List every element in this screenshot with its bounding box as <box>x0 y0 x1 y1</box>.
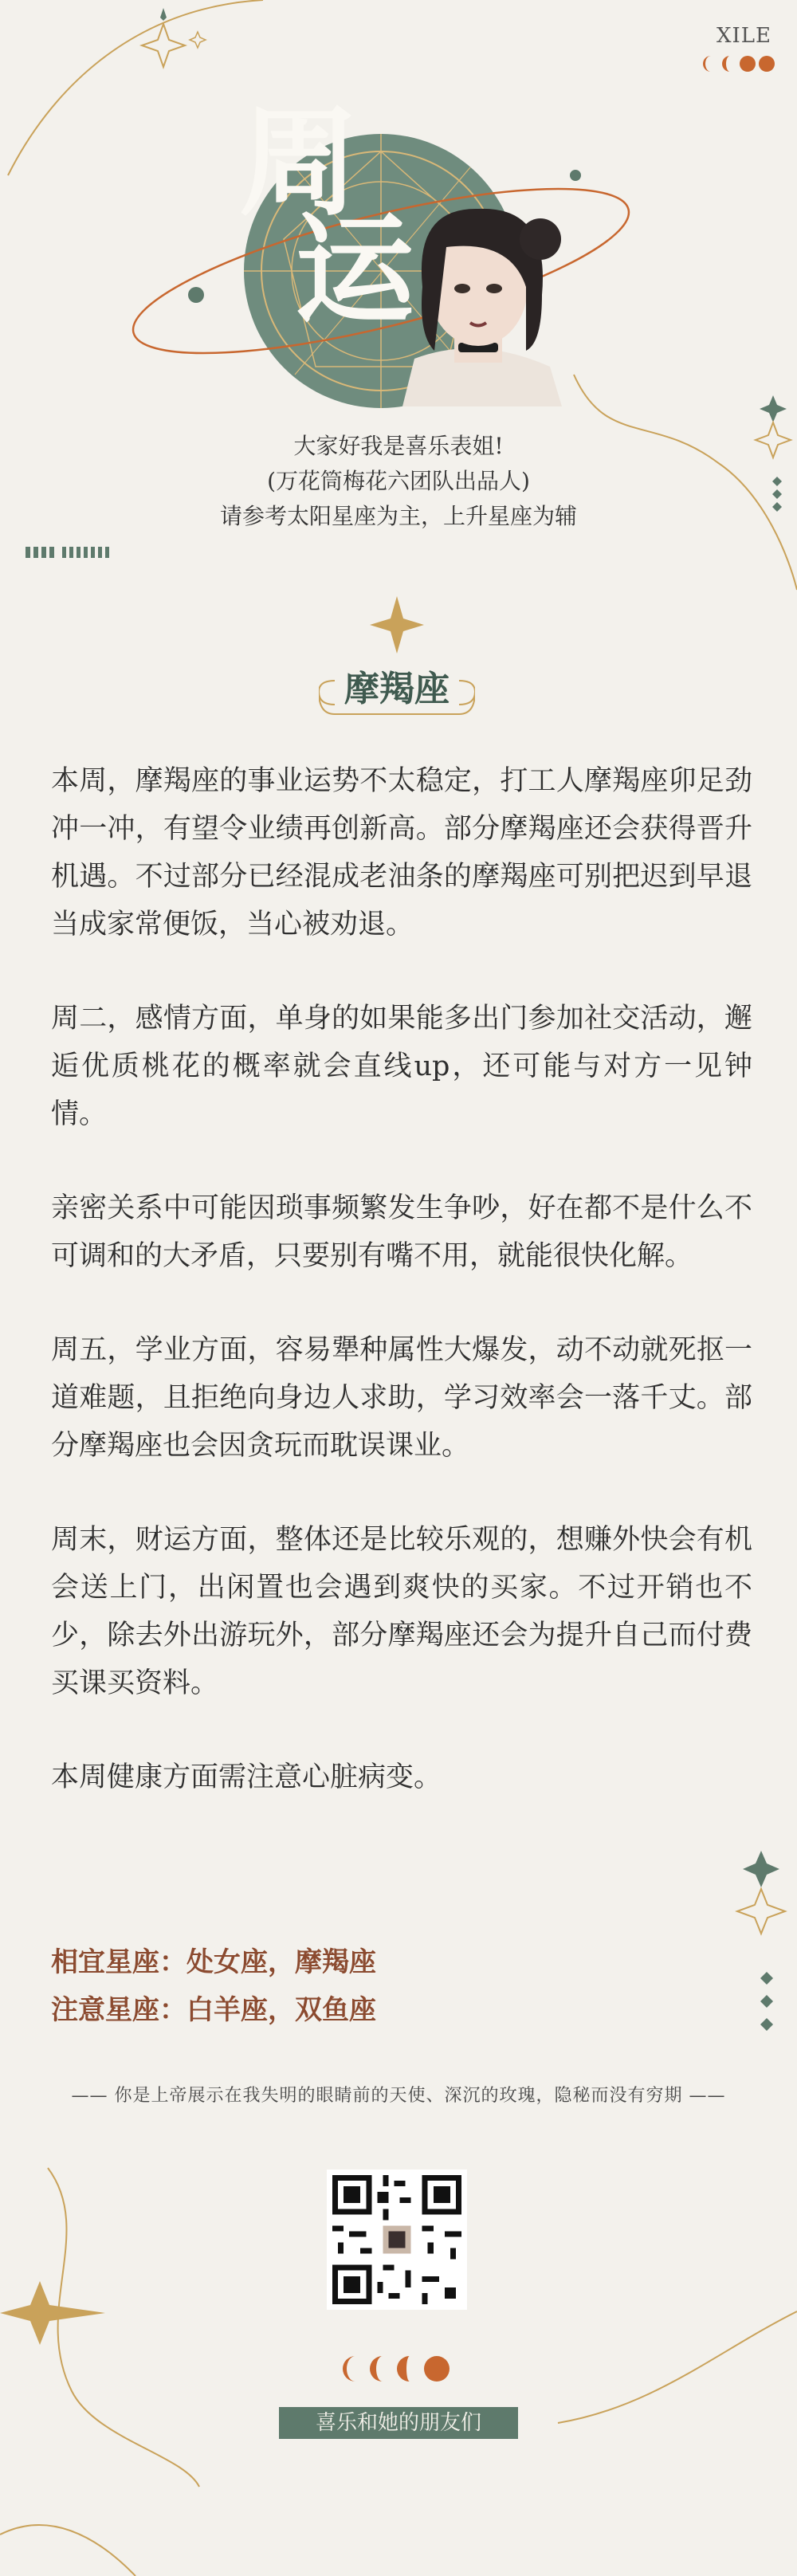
intro-line-team: (万花筒梅花六团队出品人) <box>267 468 530 494</box>
horoscope-paragraph-relationship: 亲密关系中可能因琐事频繁发生争吵，好在都不是什么不可调和的大矛盾，只要别有嘴不用，就能很快化解。 <box>51 1192 752 1272</box>
hero-char-week: 周 <box>239 94 359 233</box>
footer-label: 喜乐和她的朋友们 <box>279 2407 518 2439</box>
horoscope-paragraph-love: 周二，感情方面，单身的如果能多出门参加社交活动，邂逅优质桃花的概率就会直线up，还可能与对方一见钟情。 <box>51 1003 752 1130</box>
star-cluster-bottom-right <box>737 1851 785 2031</box>
moon-phase-icon <box>341 2354 453 2383</box>
horoscope-paragraph-health: 本周健康方面需注意心脏病变。 <box>51 1761 442 1793</box>
quote-line: —— 你是上帝展示在我失明的眼睛前的天使、深沉的玫瑰，隐秘而没有穷期 —— <box>71 2086 726 2106</box>
horoscope-content <box>51 757 752 1848</box>
zodiac-sign-title: 摩羯座 <box>344 669 450 709</box>
barcode-decoration <box>26 545 121 561</box>
star-cluster-right <box>756 395 791 512</box>
star-cluster-top-left <box>142 8 206 67</box>
horoscope-paragraph-career: 本周，摩羯座的事业运势不太稳定，打工人摩羯座卯足劲冲一冲，有望令业绩再创新高。部分摩羯座还会获得晋升机遇。不过部分已经混成老油条的摩羯座可别把迟到早退当成家常便饭，当心被劝退。 <box>51 765 752 940</box>
compatible-signs: 相宜星座：处女座，摩羯座 <box>51 1946 376 1978</box>
large-star-bottom-left <box>0 2281 105 2345</box>
intro-line-note: 请参考太阳星座为主，上升星座为辅 <box>219 503 577 529</box>
brand-logo-text: XILE <box>716 24 771 48</box>
horoscope-paragraph-study: 周五，学业方面，容易犟种属性大爆发，动不动就死抠一道难题，且拒绝向身边人求助，学习效率会一落千丈。部分摩羯座也会因贪玩而耽误课业。 <box>51 1334 752 1462</box>
decor-curve-bottom-right <box>558 2311 797 2423</box>
horoscope-paragraph-wealth: 周末，财运方面，整体还是比较乐观的，想赚外快会有机会送上门，出闲置也会遇到爽快的买家。不过开销也不少，除去外出游玩外，部分摩羯座还会为提升自己而付费买课买资料。 <box>51 1524 752 1699</box>
moon-phase-icon <box>701 54 781 73</box>
qr-code-icon[interactable] <box>327 2170 467 2310</box>
decor-curve-bottom-left2 <box>0 2525 135 2576</box>
decor-curve-top <box>8 0 263 175</box>
intro-line-greeting: 大家好我是喜乐表姐! <box>293 433 504 459</box>
hero-char-luck: 运 <box>295 202 415 340</box>
decor-curve-bottom-left <box>48 2168 199 2487</box>
intro-text <box>159 429 638 534</box>
caution-signs: 注意星座：白羊座，双鱼座 <box>51 1994 376 2026</box>
star-divider-icon <box>370 596 424 654</box>
